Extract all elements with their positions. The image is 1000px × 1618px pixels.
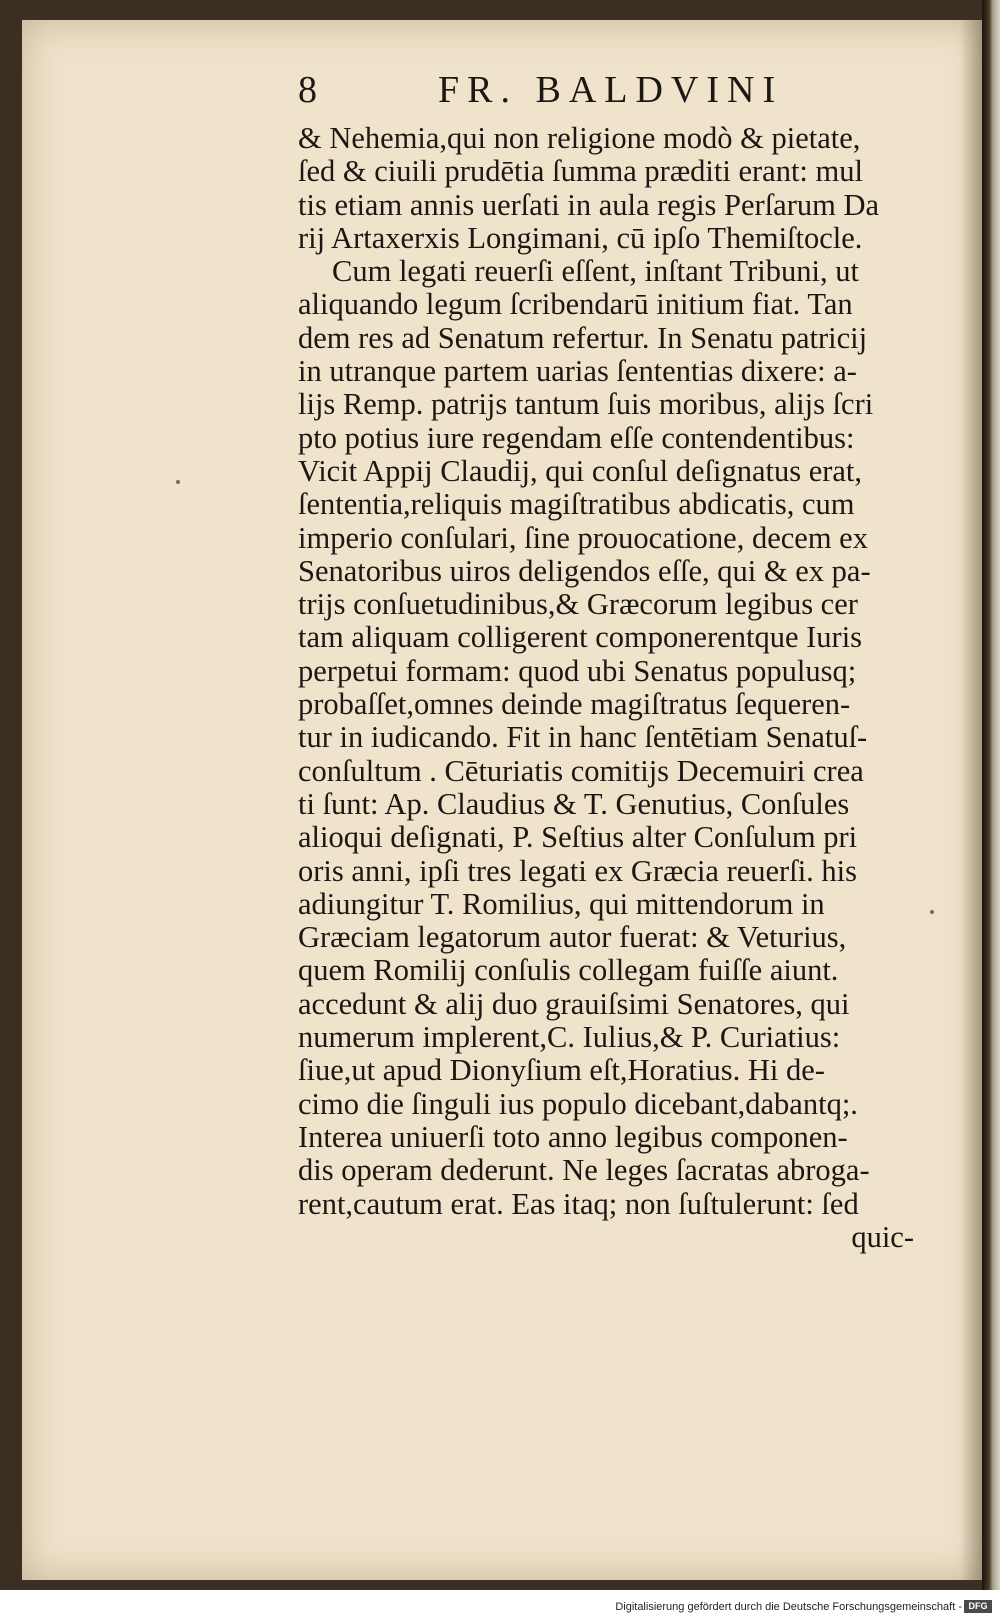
text-line: pto potius iure regendam eſſe contendentibus: <box>298 420 855 455</box>
text-line: dis operam dederunt. Ne leges ſacratas abroga- <box>298 1153 870 1188</box>
text-line: tam aliquam colligerent componerentque Iuris <box>298 620 863 655</box>
text-line: & Nehemia,qui non religione modò & pietate, <box>298 121 861 155</box>
running-title: FR. BALDVINI <box>438 69 784 111</box>
text-line: perpetui formam: quod ubi Senatus populusq; <box>298 653 857 688</box>
text-line: in utranque partem uarias ſententias dixere: a- <box>298 354 857 389</box>
text-line: accedunt & alij duo grauiſsimi Senatores, qui <box>298 986 850 1021</box>
catchword: quic- <box>851 1219 914 1254</box>
page-gutter-shadow <box>960 20 982 1580</box>
text-line: trijs conſuetudinibus,& Græcorum legibus cer <box>298 587 858 622</box>
text-line: ſententia,reliquis magiſtratibus abdicatis, cum <box>298 487 855 522</box>
text-line: tur in iudicando. Fit in hanc ſentētiam Senatuſ- <box>298 720 868 755</box>
paper-speck <box>176 480 180 484</box>
text-line: ſiue,ut apud Dionyſium eſt,Horatius. Hi de- <box>298 1053 825 1088</box>
text-line: Senatoribus uiros deligendos eſſe, qui & ex pa- <box>298 553 871 588</box>
text-line: oris anni, ipſi tres legati ex Græcia reuerſi. his <box>298 853 858 888</box>
page-header <box>298 68 908 118</box>
text-line: tis etiam annis uerſati in aula regis Perſarum Da <box>298 187 880 222</box>
text-line: dem res ad Senatum refertur. In Senatu patricij <box>298 320 868 355</box>
dfg-logo: DFG <box>964 1600 992 1613</box>
text-line: quem Romilij conſulis collegam fuiſſe aiunt. <box>298 953 839 988</box>
paper-speck <box>930 910 934 914</box>
text-line: adiungitur T. Romilius, qui mittendorum in <box>298 886 825 921</box>
text-line: ſed & ciuili prudētia ſumma præditi erant: mul <box>298 154 863 189</box>
text-line: rent,cautum erat. Eas itaq; non ſuſtulerunt: ſed <box>298 1186 859 1221</box>
funding-credit: Digitalisierung gefördert durch die Deutsche Forschungsgemeinschaft - <box>615 1601 962 1613</box>
text-line: alioqui deſignati, P. Seſtius alter Conſulum pri <box>298 820 858 855</box>
text-line: Vicit Appij Claudij, qui conſul deſignatus erat, <box>298 453 863 488</box>
text-line: conſultum . Cēturiatis comitijs Decemuiri crea <box>298 753 864 788</box>
text-line: Interea uniuerſi toto anno legibus componen- <box>298 1119 848 1154</box>
text-line: Cum legati reuerſi eſſent, inſtant Tribuni, ut <box>332 254 859 289</box>
text-line: lijs Remp. patrijs tantum ſuis moribus, alijs ſcri <box>298 387 874 422</box>
body-text <box>298 122 920 1254</box>
text-line: rij Artaxerxis Longimani, cū ipſo Themiſtocle. <box>298 220 863 255</box>
text-line: numerum implerent,C. Iulius,& P. Curiatius: <box>298 1020 841 1055</box>
book-edge <box>982 0 1000 1590</box>
text-line: ti ſunt: Ap. Claudius & T. Genutius, Conſules <box>298 786 850 821</box>
text-line: aliquando legum ſcribendarū initium fiat. Tan <box>298 287 853 322</box>
text-line: probaſſet,omnes deinde magiſtratus ſequeren- <box>298 687 851 722</box>
text-line: Græciam legatorum autor fuerat: & Veturius, <box>298 920 847 955</box>
text-line: imperio conſulari, ſine prouocatione, decem ex <box>298 520 868 555</box>
text-line: cimo die ſinguli ius populo dicebant,dabantq;. <box>298 1086 858 1121</box>
page-number: 8 <box>298 69 322 111</box>
